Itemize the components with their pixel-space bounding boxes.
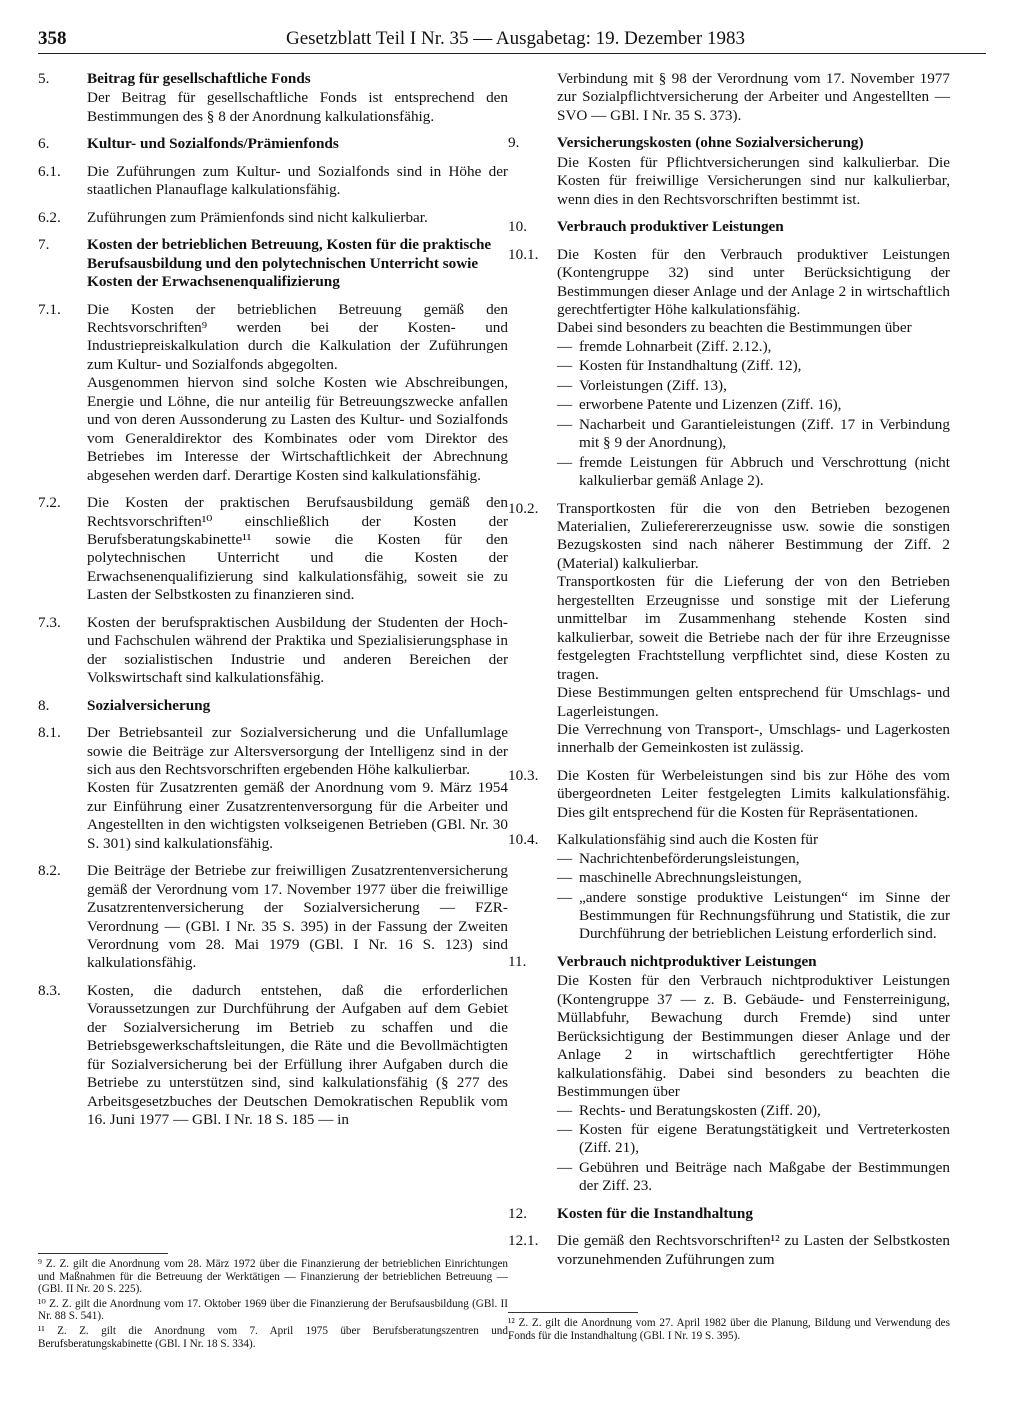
list-item: [557, 889, 950, 944]
footnote-rule-left: [38, 1253, 168, 1254]
list-item-text: Kosten für Instandhaltung (Ziff. 12),: [579, 357, 802, 375]
section: [38, 982, 508, 1130]
page-number: 358: [38, 28, 67, 49]
paragraph: Transportkosten für die von den Betrieben bezogenen Materialien, Zulieferererzeugnisse usw. sowie die sonstigen Bezugskosten sind nach näherer Bestimmung der Ziff. 2 (Material) kalkulierbar.: [557, 499, 950, 572]
list-item-text: erworbene Patente und Lizenzen (Ziff. 16),: [579, 396, 842, 414]
section: [38, 724, 508, 853]
footnotes-left: [38, 1258, 508, 1352]
dash-list: [557, 1102, 950, 1196]
section-title: Sozialversicherung: [87, 696, 211, 714]
dash-marker: —: [557, 849, 573, 867]
paragraph: Die Kosten für Werbeleistungen sind bis zur Höhe des vom übergeordneten Leiter festgelegten Limits kalkulationsfähig. Dies gilt entsprechend für die Kosten für Repräsentationen.: [557, 766, 950, 821]
section-number: 6.2.: [38, 208, 61, 226]
section-number: 12.1.: [508, 1232, 539, 1250]
paragraph: Dabei sind besonders zu beachten die Bestimmungen über: [557, 319, 912, 337]
paragraph: Die Zuführungen zum Kultur- und Sozialfonds sind in Höhe der staatlichen Planauflage kalkulationsfähig.: [87, 162, 508, 199]
section-number: 6.: [38, 135, 50, 153]
section-number: 10.2.: [508, 499, 539, 517]
list-item-text: maschinelle Abrechnungsleistungen,: [579, 869, 802, 887]
paragraph: Die Verrechnung von Transport-, Umschlags- und Lagerkosten innerhalb der Gemeinkosten ist zulässig.: [557, 720, 950, 757]
list-item: [557, 357, 950, 375]
section-number: 8.3.: [38, 981, 61, 999]
section: [38, 236, 508, 291]
header-rule: [38, 53, 986, 54]
footnote: ¹⁰ Z. Z. gilt die Anordnung vom 17. Oktober 1969 über die Finanzierung der Berufsausbildung (GBl. II Nr. 88 S. 541).: [38, 1297, 508, 1323]
section: [38, 70, 508, 126]
section-title: Versicherungskosten (ohne Sozialversicherung): [557, 134, 864, 152]
list-item-text: fremde Leistungen für Abbruch und Verschrottung (nicht kalkulierbar gemäß Anlage 2).: [579, 453, 950, 490]
section-title: Verbrauch produktiver Leistungen: [557, 218, 784, 236]
page-header: [38, 28, 986, 54]
paragraph: Kosten, die dadurch entstehen, daß die erforderlichen Voraussetzungen zur Durchführung der Aufgaben auf dem Gebiet der Sozialversicherung im Betrieb zu schaffen und die Betriebsgewerkschaftsleitungen, die Räte und die Bevollmächtigten für Sozialversicherung bei der Erfüllung ihrer Aufgaben durch die Betriebe zu unterstützen sind, sind kalkulationsfähig (§ 277 des Arbeitsgesetzbuches der Deutschen Demokratischen Republik vom 16. Juni 1977 — GBl. I Nr. 18 S. 185 — in: [87, 981, 508, 1129]
section-number: 8.1.: [38, 724, 61, 742]
section-number: 10.4.: [508, 831, 539, 849]
list-item: [557, 338, 950, 356]
section-number: 9.: [508, 134, 520, 152]
list-item: [557, 377, 950, 395]
paragraph: Verbindung mit § 98 der Verordnung vom 17. November 1977 zur Sozialpflichtversicherung der Arbeiter und Angestellten — SVO — GBl. I Nr. 35 S. 373).: [557, 70, 950, 124]
section-number: 6.1.: [38, 162, 61, 180]
section: [38, 135, 508, 153]
section: [508, 70, 950, 125]
dash-marker: —: [557, 376, 573, 394]
list-item: [557, 869, 950, 887]
section: [38, 163, 508, 200]
right-column: [508, 70, 950, 1278]
section-number: 5.: [38, 70, 50, 87]
section-number: 8.2.: [38, 862, 61, 880]
section-number: 10.: [508, 218, 527, 236]
paragraph: Kosten der berufspraktischen Ausbildung der Studenten der Hoch- und Fachschulen während der Praktika und Spezialisierungsphase in der sozialistischen Industrie und anderen Bereichen der Volkswirtschaft sind kalkulationsfähig.: [87, 613, 508, 687]
header-title: Gesetzblatt Teil I Nr. 35 — Ausgabetag: 19. Dezember 1983: [286, 28, 745, 49]
paragraph: Die Beiträge der Betriebe zur freiwilligen Zusatzrentenversicherung gemäß der Verordnung vom 17. November 1977 über die freiwillige Zusatzrentenversicherung der Sozialversicherung — FZR-Verordnung — (GBl. I Nr. 35 S. 395) in der Fassung der Zweiten Verordnung vom 28. Mai 1979 (GBl. I Nr. 16 S. 123) sind kalkulationsfähig.: [87, 862, 508, 972]
section-number: 7.3.: [38, 613, 61, 631]
section-number: 8.: [38, 696, 50, 714]
list-item: [557, 416, 950, 453]
paragraph: Der Beitrag für gesellschaftliche Fonds ist entsprechend den Bestimmungen des § 8 der Anordnung kalkulationsfähig.: [87, 89, 508, 125]
dash-marker: —: [557, 1158, 573, 1176]
list-item: [557, 1121, 950, 1158]
list-item: [557, 850, 950, 868]
dash-marker: —: [557, 869, 573, 887]
section: [508, 831, 950, 944]
footnotes-right: [508, 1317, 950, 1344]
section-number: 7.1.: [38, 300, 61, 318]
paragraph: Die Kosten für Pflichtversicherungen sind kalkulierbar. Die Kosten für freiwillige Versicherungen sind nur kalkulierbar, wenn dies in den Rechtsvorschriften bestimmt ist.: [557, 153, 950, 208]
left-column: [38, 70, 508, 1139]
section-title: Verbrauch nichtproduktiver Leistungen: [557, 952, 817, 970]
footnote: ¹² Z. Z. gilt die Anordnung vom 27. April 1982 über die Planung, Bildung und Verwendung des Fonds für die Instandhaltung (GBl. I Nr. 19 S. 395).: [508, 1317, 950, 1342]
list-item-text: Kosten für eigene Beratungstätigkeit und Vertreterkosten (Ziff. 21),: [579, 1121, 950, 1157]
dash-marker: —: [557, 888, 573, 906]
section: [508, 767, 950, 822]
section-title: Kultur- und Sozialfonds/Prämienfonds: [87, 135, 339, 153]
dash-list: [557, 850, 950, 944]
dash-marker: —: [557, 337, 573, 355]
list-item: [557, 396, 950, 414]
paragraph: Kosten für Zusatzrenten gemäß der Anordnung vom 9. März 1954 zur Einführung einer Zusatzrentenversorgung für die Arbeiter und Angestellten in den wichtigsten volkseigenen Betrieben (GBl. Nr. 30 S. 301) sind kalkulationsfähig.: [87, 779, 508, 852]
section: [508, 953, 950, 1196]
list-item: [557, 1159, 950, 1196]
footnote-rule-right: [508, 1312, 638, 1313]
section: [38, 862, 508, 973]
section-number: 10.3.: [508, 766, 539, 784]
section-title: Kosten für die Instandhaltung: [557, 1204, 753, 1222]
paragraph: Die Kosten für den Verbrauch produktiver Leistungen (Kontengruppe 32) sind unter Berücksichtigung der Bestimmungen dieser Anlage und der Anlage 2 in wirtschaftlich gerechtfertigter Höhe kalkulationsfähig.: [557, 245, 950, 318]
paragraph: Zuführungen zum Prämienfonds sind nicht kalkulierbar.: [87, 208, 428, 226]
paragraph: Transportkosten für die Lieferung der von den Betrieben hergestellten Erzeugnisse und sonstige mit der Lieferung unmittelbar im Zusammenhang stehende Kosten sind kalkulierbar, soweit die Betriebe nach der für ihre Erzeugnisse festgelegten Frachtstellung verpflichtet sind, diese Kosten zu tragen.: [557, 573, 950, 683]
section-title: Beitrag für gesellschaftliche Fonds: [87, 70, 311, 87]
list-item-text: Vorleistungen (Ziff. 13),: [579, 376, 727, 394]
section-title: Kosten der betrieblichen Betreuung, Kosten für die praktische Berufsausbildung und den polytechnischen Unterricht sowie Kosten der Erwachsenenqualifizierung: [87, 236, 492, 291]
paragraph: Diese Bestimmungen gelten entsprechend für Umschlags- und Lagerleistungen.: [557, 684, 950, 720]
dash-marker: —: [557, 396, 573, 414]
paragraph: Die gemäß den Rechtsvorschriften¹² zu Lasten der Selbstkosten vorzunehmenden Zuführungen zum: [557, 1232, 950, 1268]
paragraph: Die Kosten der betrieblichen Betreuung gemäß den Rechtsvorschriften⁹ werden bei der Kosten- und Industriepreiskalkulation durch die Kalkulation der Zuführungen zum Kultur- und Sozialfonds abgegolten.: [87, 300, 508, 373]
section: [508, 1205, 950, 1223]
list-item: [557, 454, 950, 491]
list-item-text: „andere sonstige produktive Leistungen“ im Sinne der Bestimmungen für Rechnungsführung und Statistik, die zur Durchführung der betrieblichen Leistung erforderlich sind.: [579, 888, 950, 943]
list-item-text: Rechts- und Beratungskosten (Ziff. 20),: [579, 1101, 821, 1119]
section-number: 10.1.: [508, 245, 539, 263]
dash-marker: —: [557, 415, 573, 433]
footnote: ¹¹ Z. Z. gilt die Anordnung vom 7. April 1975 über Berufsberatungszentren und Berufsberatungskabinette (GBl. I Nr. 18 S. 334).: [38, 1324, 508, 1350]
list-item: [557, 1102, 950, 1120]
section: [38, 301, 508, 486]
dash-marker: —: [557, 1121, 573, 1139]
list-item-text: Nacharbeit und Garantieleistungen (Ziff. 17 in Verbindung mit § 9 der Anordnung),: [579, 415, 950, 452]
dash-marker: —: [557, 357, 573, 375]
dash-marker: —: [557, 453, 573, 471]
paragraph: Der Betriebsanteil zur Sozialversicherung und die Unfallumlage sowie die Beiträge zur Altersversorgung der Intelligenz sind in der sich aus den Rechtsvorschriften ergebenden Höhe kalkulierbar.: [87, 724, 508, 778]
section-number: 11.: [508, 952, 527, 970]
dash-list: [557, 338, 950, 491]
section: [508, 246, 950, 491]
section: [508, 1232, 950, 1269]
section: [38, 614, 508, 688]
section: [38, 494, 508, 605]
paragraph: Die Kosten für den Verbrauch nichtproduktiver Leistungen (Kontengruppe 37 — z. B. Gebäude- und Fensterreinigung, Müllabfuhr, Bewachung durch Fremde) sind unter Berücksichtigung der Bestimmungen dieser Anlage und der Anlage 2 in wirtschaftlich gerechtfertigter Höhe kalkulationsfähig. Dabei sind besonders zu beachten die Bestimmungen über: [557, 972, 950, 1101]
section: [38, 697, 508, 715]
list-item-text: fremde Lohnarbeit (Ziff. 2.12.),: [579, 337, 772, 355]
paragraph: Die Kosten der praktischen Berufsausbildung gemäß den Rechtsvorschriften¹⁰ einschließlich der Kosten der Berufsberatungskabinette¹¹ sowie die Kosten für den polytechnischen Unterricht und die Kosten der Erwachsenenqualifizierung sind kalkulationsfähig, soweit sie zu Lasten der Selbstkosten zu finanzieren sind.: [87, 494, 508, 604]
section: [508, 218, 950, 236]
list-item-text: Nachrichtenbeförderungsleistungen,: [579, 849, 800, 867]
paragraph: Kalkulationsfähig sind auch die Kosten für: [557, 831, 819, 849]
section: [508, 500, 950, 758]
section-number: 7.: [38, 236, 50, 254]
section: [508, 134, 950, 209]
footnote: ⁹ Z. Z. gilt die Anordnung vom 28. März 1972 über die Finanzierung der betrieblichen Einrichtungen und Maßnahmen für die Betreuung der Werktätigen — Finanzierung der betrieblichen Betreuung — (GBl. II Nr. 20 S. 225).: [38, 1258, 508, 1296]
list-item-text: Gebühren und Beiträge nach Maßgabe der Bestimmungen der Ziff. 23.: [579, 1158, 950, 1195]
dash-marker: —: [557, 1101, 573, 1119]
paragraph: Ausgenommen hiervon sind solche Kosten wie Abschreibungen, Energie und Löhne, die nur anteilig für Betreuungszwecke anfallen und von deren Aussonderung zu Lasten des Kultur- und Sozialfonds vom Generaldirektor des Kombinates oder vom Direktor des Betriebes im Interesse der Wirtschaftlichkeit der Abrechnung abgesehen werden darf. Derartige Kosten sind kalkulationsfähig.: [87, 374, 508, 484]
section-number: 12.: [508, 1204, 527, 1222]
section-number: 7.2.: [38, 494, 61, 512]
section: [38, 209, 508, 227]
